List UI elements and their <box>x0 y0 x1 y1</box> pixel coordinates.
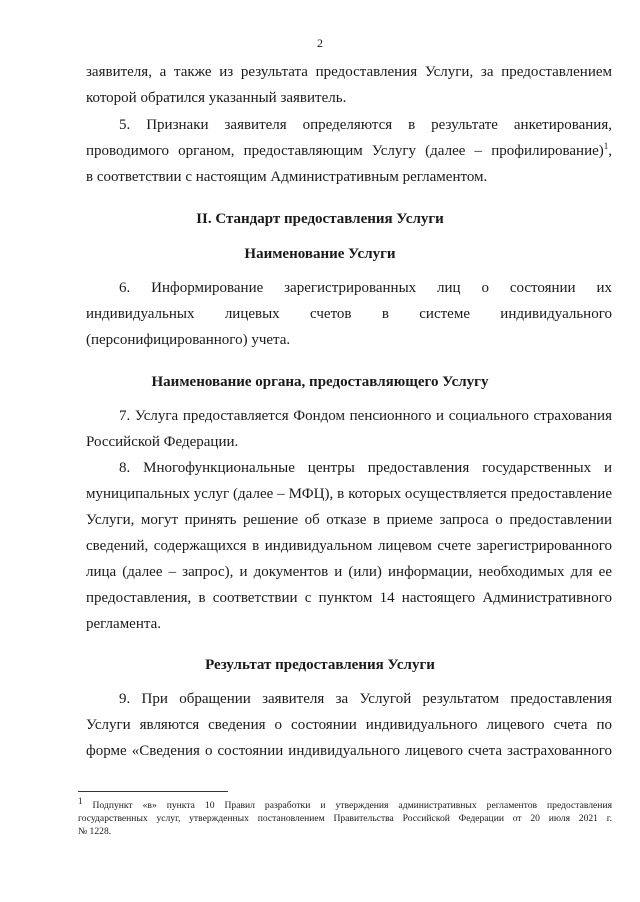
text-line: сведений, содержащихся в индивидуальном лицевом счете зарегистрированного <box>86 538 612 554</box>
footnote-ref: 1 <box>603 141 609 151</box>
paragraph-8-start: 8. Многофункциональные центры предоставления государственных и <box>119 460 612 476</box>
text-line: Услуги, могут принять решение об отказе в приеме запроса о предоставлении <box>86 512 612 528</box>
text-line: предоставления, в соответствии с пунктом 14 настоящего Административного <box>86 590 612 606</box>
text-line: регламента. <box>86 616 162 632</box>
footnote-marker: 1 <box>78 795 83 806</box>
text-line: заявителя, а также из результата предоставления Услуги, за предоставлением <box>86 64 612 80</box>
text-line: Услуги являются сведения о состоянии индивидуального лицевого счета по <box>86 717 612 733</box>
section-heading: II. Стандарт предоставления Услуги <box>196 211 444 227</box>
footnote-text: Подпункт «в» пункта 10 Правил разработки и утверждения административных регламентов предоставления <box>82 800 612 811</box>
subsection-heading: Наименование органа, предоставляющего Услугу <box>151 374 489 390</box>
footnote-line: государственных услуг, утвержденных постановлением Правительства Российской Федерации от 20 июля 2021 г. <box>78 813 612 824</box>
text-line: индивидуальных лицевых счетов в системе индивидуального <box>86 306 612 322</box>
text-line: лица (далее – запрос), и документов и (или) информации, необходимых для ее <box>86 564 612 580</box>
paragraph-9-start: 9. При обращении заявителя за Услугой результатом предоставления <box>119 691 612 707</box>
text-line <box>86 142 612 160</box>
text-line: в соответствии с настоящим Административным регламентом. <box>86 169 488 185</box>
paragraph-7-start: 7. Услуга предоставляется Фондом пенсионного и социального страхования <box>119 408 612 424</box>
text-line: (персонифицированного) учета. <box>86 332 291 348</box>
page-number: 2 <box>317 36 323 50</box>
text-line: форме «Сведения о состоянии индивидуального лицевого счета застрахованного <box>86 743 612 759</box>
text-line: которой обратился указанный заявитель. <box>86 90 347 106</box>
footnote-line: № 1228. <box>78 826 112 837</box>
text-line: муниципальных услуг (далее – МФЦ), в которых осуществляется предоставление <box>86 486 612 502</box>
paragraph-6-start: 6. Информирование зарегистрированных лиц о состоянии их <box>119 280 612 296</box>
subsection-heading: Наименование Услуги <box>244 246 396 262</box>
paragraph-5-start: 5. Признаки заявителя определяются в результате анкетирования, <box>119 117 612 133</box>
subsection-heading: Результат предоставления Услуги <box>205 657 435 673</box>
text-span: , <box>608 143 612 159</box>
text-line: Российской Федерации. <box>86 434 239 450</box>
text-span: проводимого органом, предоставляющим Услугу (далее – профилирование) <box>86 143 604 159</box>
footnote-line <box>78 795 612 812</box>
footnote-divider <box>78 791 228 792</box>
